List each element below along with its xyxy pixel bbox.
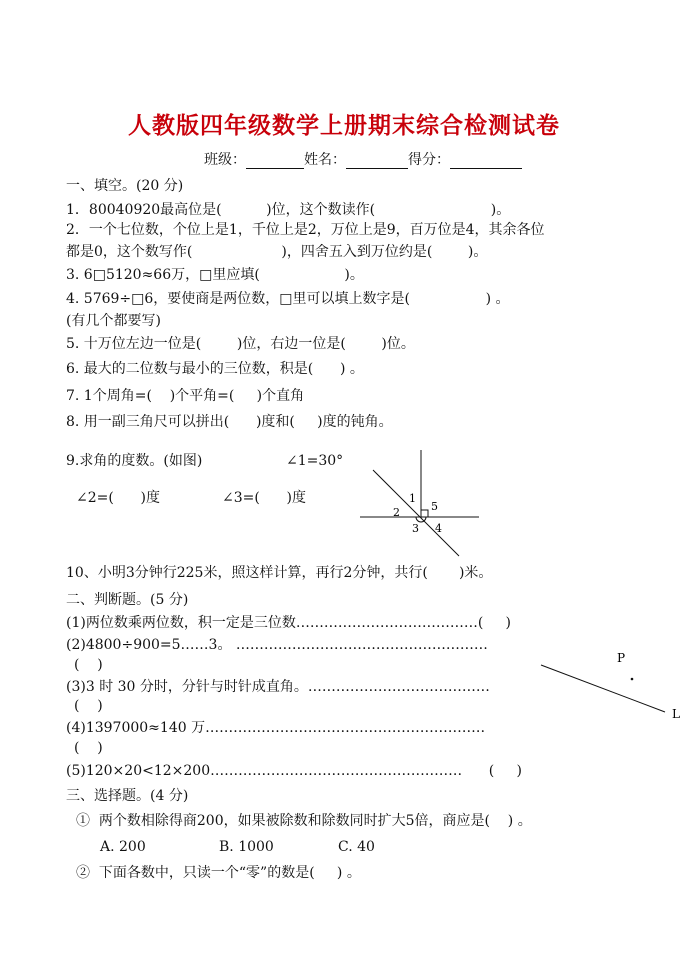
choice-q1: ① 两个数相除得商200，如果被除数和除数同时扩大5倍，商应是( ) 。 bbox=[76, 813, 532, 829]
score-label: 得分： bbox=[408, 152, 450, 168]
name-blank bbox=[346, 155, 408, 169]
fill-q9-angle2: ∠2=( )度 bbox=[76, 490, 160, 506]
angle-label-4: 4 bbox=[435, 522, 442, 535]
point-line-figure bbox=[535, 645, 685, 725]
point-p-dot bbox=[631, 678, 634, 681]
judge-item-4: (4)1397000≈140 万…………………………………………………… bbox=[66, 720, 486, 736]
diagonal-line bbox=[373, 470, 459, 556]
fill-q10: 10、小明3分钟行225米，照这样计算，再行2分钟，共行( )米。 bbox=[66, 565, 493, 581]
choice-q2: ② 下面各数中，只读一个“零”的数是( ) 。 bbox=[76, 865, 361, 881]
fill-q5: 5. 十万位左边一位是( )位，右边一位是( )位。 bbox=[66, 336, 415, 352]
fill-q4-line1: 4. 5769÷□6，要使商是两位数，□里可以填上数字是( ) 。 bbox=[66, 291, 510, 307]
fill-q4-line2: (有几个都要写) bbox=[66, 313, 161, 329]
section1-heading: 一、填空。(20 分) bbox=[66, 178, 184, 194]
fill-q2-line2: 都是0，这个数写作( )，四舍五入到万位约是( )。 bbox=[66, 244, 488, 260]
student-info-row bbox=[204, 151, 522, 169]
fill-q6: 6. 最大的二位数与最小的三位数，积是( ) 。 bbox=[66, 361, 364, 377]
fill-q3: 3. 6□5120≈66万，□里应填( )。 bbox=[66, 267, 364, 283]
line-l-label: L bbox=[672, 707, 680, 721]
fill-q9-label: 9.求角的度数。(如图) bbox=[66, 453, 203, 469]
angle-label-2: 2 bbox=[393, 506, 400, 519]
point-p-label: P bbox=[617, 651, 626, 665]
judge-item-3: (3)3 时 30 分时，分针与时针成直角。………………………………… bbox=[66, 679, 490, 695]
name-label: 姓名： bbox=[304, 152, 346, 168]
angle-label-1: 1 bbox=[409, 492, 416, 505]
class-blank bbox=[246, 155, 304, 169]
choice-q1-option-c: C. 40 bbox=[338, 839, 375, 855]
fill-q7: 7. 1个周角=( )个平角=( )个直角 bbox=[66, 388, 305, 404]
judge-item-2-answer: ( ) bbox=[74, 657, 103, 673]
line-l bbox=[541, 665, 665, 712]
judge-item-1: (1)两位数乘两位数，积一定是三位数…………………………………( ) bbox=[66, 615, 512, 631]
right-angle-mark bbox=[421, 510, 428, 517]
judge-item-2: (2)4800÷900=5……3。 ……………………………………………… bbox=[66, 637, 488, 653]
judge-item-3-answer: ( ) bbox=[74, 698, 103, 714]
judge-item-5: (5)120×20<12×200……………………………………………… ( ) bbox=[66, 763, 522, 779]
score-blank bbox=[450, 155, 522, 169]
choice-q1-option-b: B. 1000 bbox=[219, 839, 274, 855]
page-title: 人教版四年级数学上册期末综合检测试卷 bbox=[128, 112, 560, 139]
fill-q9-angle3: ∠3=( )度 bbox=[222, 490, 306, 506]
angle-label-5: 5 bbox=[431, 500, 438, 513]
fill-q8: 8. 用一副三角尺可以拼出( )度和( )度的钝角。 bbox=[66, 414, 393, 430]
section3-heading: 三、选择题。(4 分) bbox=[66, 788, 189, 804]
choice-q1-option-a: A. 200 bbox=[100, 839, 146, 855]
angle-label-3: 3 bbox=[412, 522, 419, 535]
judge-item-4-answer: ( ) bbox=[74, 740, 103, 756]
angle-figure bbox=[355, 440, 485, 560]
fill-q9-given-angle: ∠1=30° bbox=[286, 453, 344, 469]
fill-q1: 1．80040920最高位是( )位，这个数读作( )。 bbox=[66, 202, 511, 218]
class-label: 班级： bbox=[204, 152, 246, 168]
section2-heading: 二、判断题。(5 分) bbox=[66, 592, 189, 608]
fill-q2-line1: 2．一个七位数，个位上是1，千位上是2，万位上是9，百万位是4，其余各位 bbox=[66, 222, 545, 238]
